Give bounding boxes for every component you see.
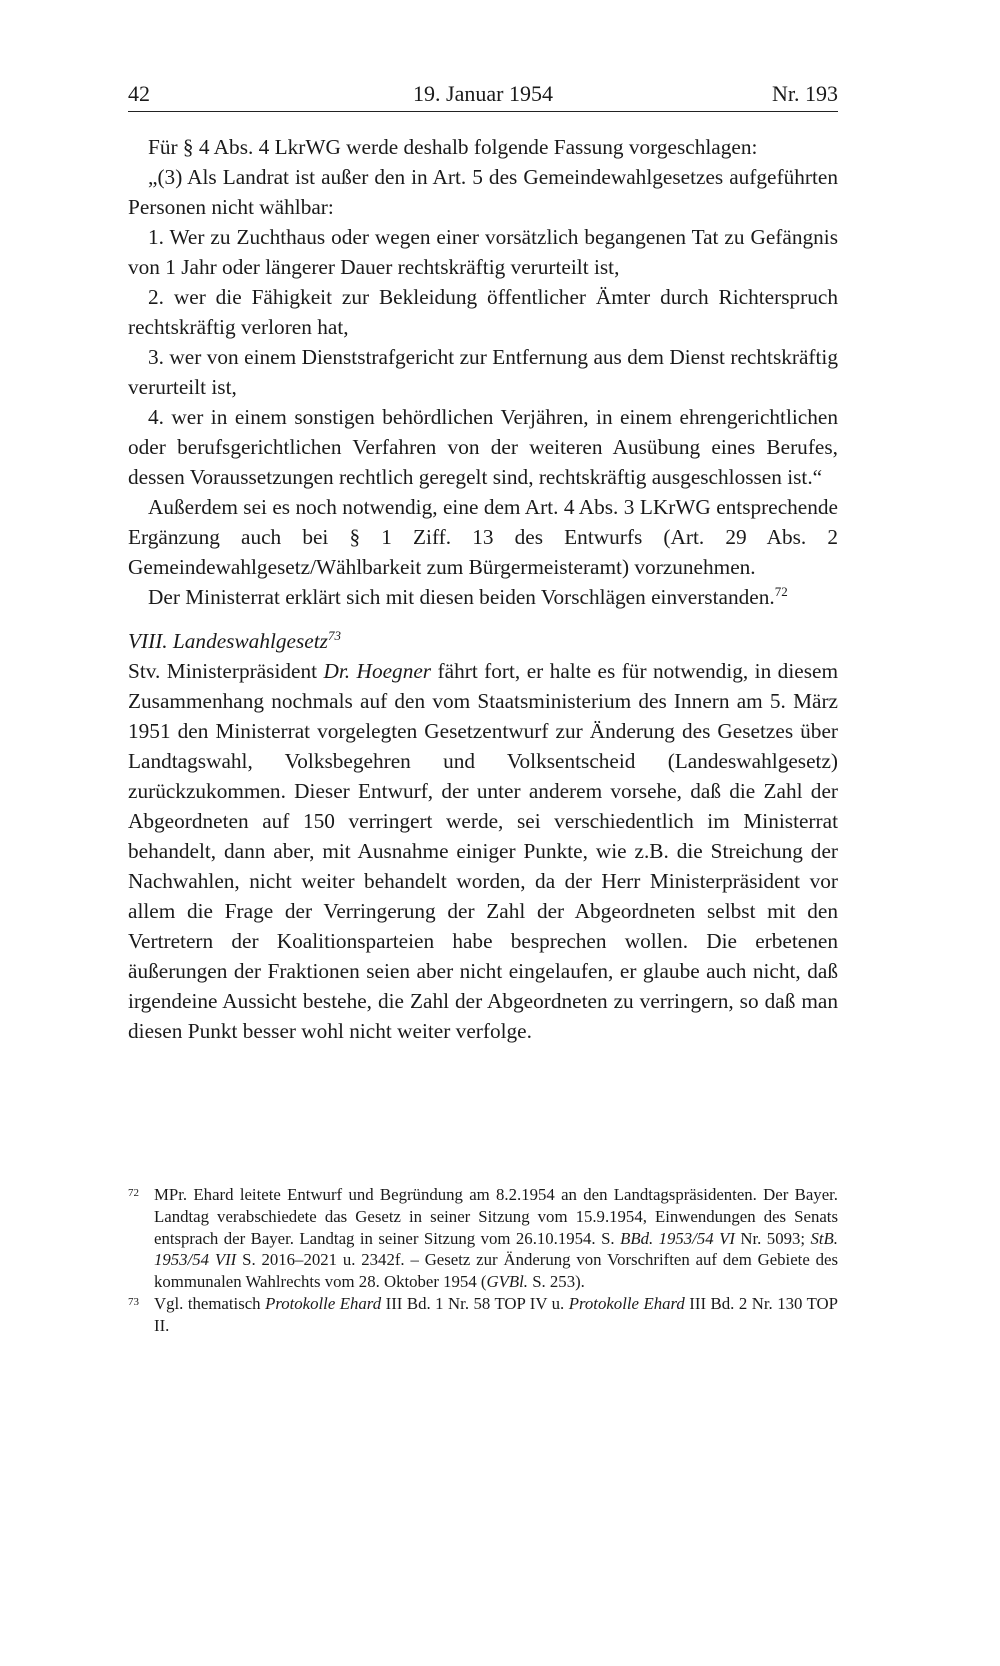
paragraph: Für § 4 Abs. 4 LkrWG werde deshalb folgende Fassung vorgeschlagen: — [148, 135, 758, 159]
paragraph-text: fährt fort, er halte es für notwendig, in diesem Zusammenhang nochmals auf den vom Staatsministerium des Innern am 5. März 1951 den Ministerrat vorgelegten Gesetzentwurf zur Änderung des Gesetzes über Landtagswahl, Volksbegehren und Volksentscheid (Landeswahlgesetz) zurückzukommen. Dieser Entwurf, der unter anderem vorsehe, daß die Zahl der Abgeordneten auf 150 verringert werde, sei verschiedentlich im Ministerrat behandelt, dann aber, mit Ausnahme einiger Punkte, wie z.B. die Streichung der Nachwahlen, nicht weiter behandelt worden, da der Herr Ministerpräsident vor allem die Frage der Verringerung der Zahl der Abgeordneten selbst mit den Vertretern der Koalitionsparteien habe besprechen wollen. Die erbetenen äußerungen der Fraktionen seien aber nicht eingelaufen, er glaube auch nicht, daß irgendeine Aussicht bestehe, die Zahl der Abgeordneten zu verringern, so daß man diesen Punkt besser wohl nicht weiter verfolge. — [128, 659, 839, 1043]
text: III Bd. 1 Nr. 58 TOP IV u. — [381, 1293, 569, 1313]
paragraph — [128, 582, 838, 612]
person-name: Dr. Hoegner — [323, 659, 432, 683]
paragraph-text: Stv. Ministerpräsident — [128, 659, 324, 683]
header-issue: Nr. 193 — [772, 81, 838, 106]
footnote-text — [154, 1184, 838, 1293]
citation: Protokolle Ehard — [568, 1293, 685, 1313]
text: S. 253). — [528, 1272, 585, 1292]
footnote-number: 73 — [128, 1295, 139, 1308]
footnote-ref-72[interactable]: 72 — [774, 583, 788, 599]
footnote-73 — [128, 1293, 838, 1337]
paragraph: Außerdem sei es noch notwendig, eine dem Art. 4 Abs. 3 LKrWG entsprechende Ergänzung auch bei § 1 Ziff. 13 des Entwurfs (Art. 29 Abs. 2 Gemeindewahlgesetz/Wählbarkeit zum Bürgermeisteramt) vorzunehmen. — [128, 495, 838, 579]
citation: Protokolle Ehard — [265, 1293, 382, 1313]
footnotes — [128, 1184, 838, 1337]
section-title: VIII. Landeswahlgesetz — [128, 629, 328, 653]
list-item: 4. wer in einem sonstigen behördlichen Verjähren, in einem ehrengerichtlichen oder berufsgerichtlichen Verfahren von der weiteren Ausübung eines Berufes, dessen Voraussetzungen rechtlich geregelt sind, rechtskräftig ausgeschlossen ist.“ — [128, 405, 838, 489]
text: Nr. 5093; — [734, 1228, 811, 1248]
main-text — [128, 132, 838, 1046]
citation: BBd. 1953/54 VI — [620, 1228, 735, 1248]
running-header — [128, 80, 838, 112]
citation: GVBl. — [486, 1272, 528, 1292]
citation: StB. 1953/54 VII — [154, 1228, 838, 1270]
page — [128, 80, 838, 1046]
header-date: 19. Januar 1954 — [413, 81, 553, 106]
footnote-72 — [128, 1184, 838, 1293]
text: S. 2016–2021 u. 2342f. – Gesetz zur Änderung von Vorschriften auf dem Gebiete des kommunalen Wahlrechts vom 28. Oktober 1954 ( — [154, 1250, 838, 1292]
text: III Bd. 2 Nr. 130 TOP II. — [154, 1293, 838, 1335]
paragraph: „(3) Als Landrat ist außer den in Art. 5 des Gemeindewahlgesetzes aufgeführten Personen nicht wählbar: — [128, 165, 838, 219]
list-item: 2. wer die Fähigkeit zur Bekleidung öffentlicher Ämter durch Richterspruch rechtskräftig verloren hat, — [128, 285, 838, 339]
text: Vgl. thematisch — [154, 1293, 266, 1313]
footnote-text — [154, 1293, 838, 1337]
section-heading — [128, 626, 838, 656]
text: MPr. Ehard leitete Entwurf und Begründung am 8.2.1954 an den Landtagspräsidenten. Der Bayer. Landtag verabschiedete das Gesetz in seiner Sitzung vom 15.9.1954, Einwendungen des Senats entsprach der Bayer. Landtag in seiner Sitzung vom 26.10.1954. S. — [154, 1185, 838, 1248]
paragraph-text: Der Ministerrat erklärt sich mit diesen beiden Vorschlägen einverstanden. — [148, 585, 775, 609]
list-item: 1. Wer zu Zuchthaus oder wegen einer vorsätzlich begangenen Tat zu Gefängnis von 1 Jahr oder längerer Dauer rechtskräftig verurteilt ist, — [128, 225, 838, 279]
paragraph — [128, 656, 838, 1046]
footnote-ref-73[interactable]: 73 — [327, 627, 341, 643]
footnote-number: 72 — [128, 1187, 139, 1199]
page-number: 42 — [128, 81, 150, 106]
list-item: 3. wer von einem Dienststrafgericht zur Entfernung aus dem Dienst rechtskräftig verurteilt ist, — [128, 345, 838, 399]
